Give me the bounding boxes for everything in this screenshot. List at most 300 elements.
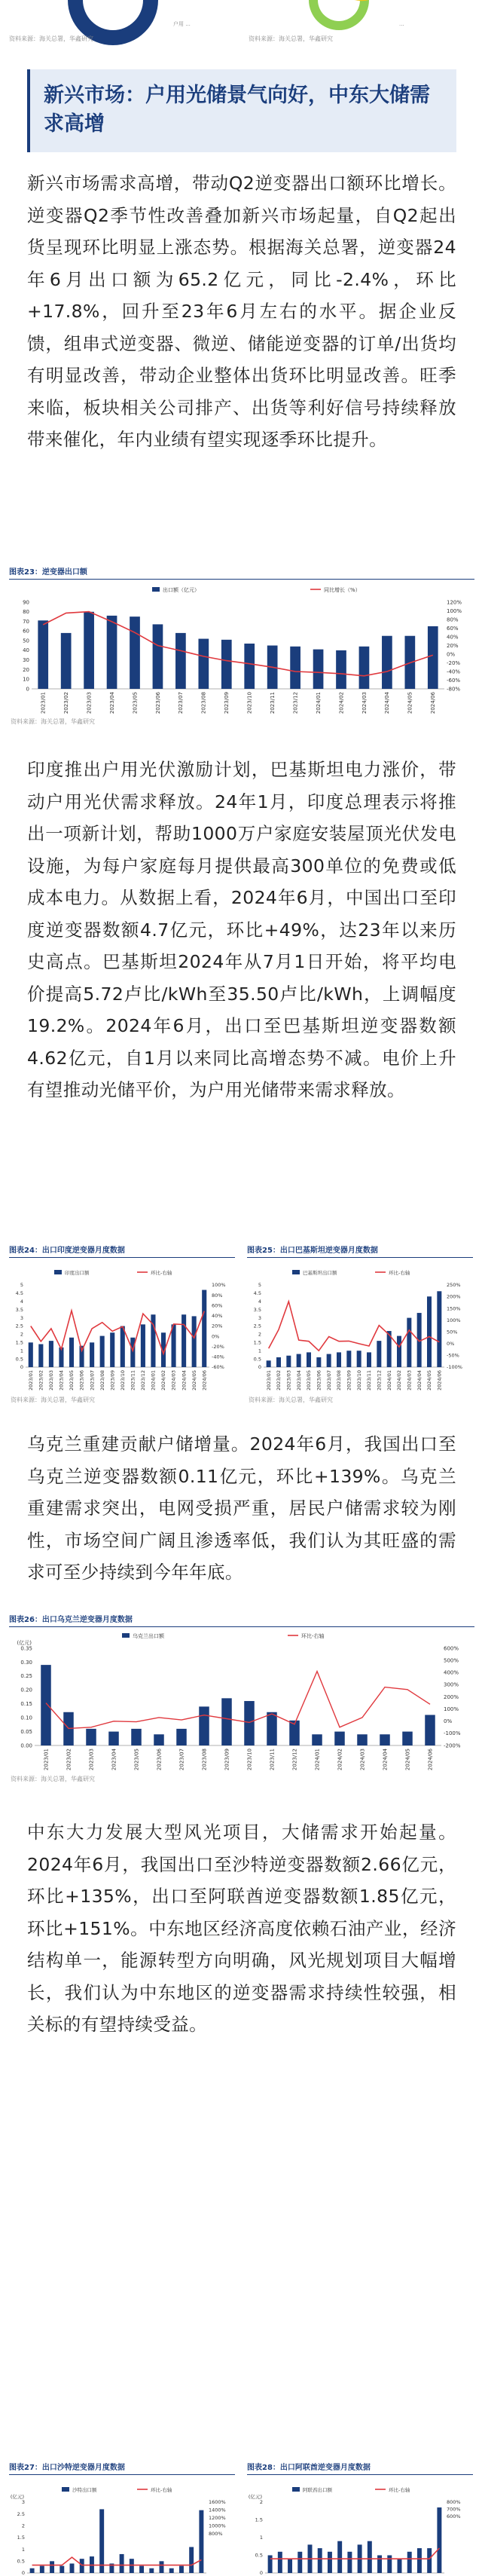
- y-unit-label: (亿元): [11, 2493, 24, 2500]
- bar-2024/01: [149, 2568, 154, 2573]
- legend-bar-label: 巴基斯坦出口额: [303, 1269, 337, 1276]
- x-tick-label: 2023/11: [130, 1370, 136, 1390]
- series-line-path: [269, 1302, 440, 1351]
- bar-2024/03: [357, 1734, 368, 1745]
- figure-23-title: 图表23：逆变器出口额: [9, 565, 474, 580]
- bar-2023/05: [70, 2563, 75, 2573]
- bar-2024/04: [417, 2548, 422, 2573]
- bar-2023/10: [120, 2554, 124, 2573]
- y-right-tick-label: 150%: [447, 1305, 461, 1311]
- y-left-tick-label: 4: [20, 1299, 23, 1305]
- legend-line-label: 环比-右轴: [389, 2486, 410, 2493]
- paragraph-1: 新兴市场需求高增，带动Q2逆变器出口额环比增长。逆变器Q2季节性改善叠加新兴市场起量，自Q2起出货呈现环比明显上涨态势。根据海关总署，逆变器24年6月出口额为65.2亿元，同比-2.4%，环比+17.8%，回升至23年6月左右的水平。据企业反馈，组串式逆变器、微逆、储能逆变器的订单/出货均有明显改善，带动企业整体出货环比明显改善。旺季来临，板块相关公司排产、出货等利好信号持续释放带来催化，年内业绩有望实现逐季环比提升。: [27, 167, 456, 456]
- x-tick-label: 2023/07: [178, 1748, 185, 1770]
- x-tick-label: 2023/05: [69, 1370, 75, 1390]
- figure-24-title: 图表24：出口印度逆变器月度数据: [9, 1244, 235, 1258]
- figure-24-chart: [9, 1258, 235, 1401]
- x-tick-label: 2023/03: [88, 1748, 94, 1770]
- y-right-tick-label: -20%: [447, 660, 460, 666]
- y-right-tick-label: -40%: [212, 1354, 224, 1360]
- bar-2023/04: [107, 616, 117, 689]
- bar-2023/02: [278, 2552, 282, 2573]
- bar-2023/03: [286, 1356, 291, 1367]
- y-left-tick-label: 1: [22, 2547, 25, 2553]
- figure-25: [247, 1244, 473, 1404]
- y-right-tick-label: 800%: [209, 2531, 223, 2537]
- y-left-tick-label: 80: [23, 609, 29, 615]
- y-right-tick-label: -60%: [212, 1364, 224, 1370]
- figure-26-source: 资料来源：海关总署，华鑫研究: [11, 1775, 95, 1783]
- y-left-tick-label: 4: [258, 1299, 261, 1305]
- y-left-tick-label: 0.5: [254, 1356, 261, 1362]
- bar-2024/01: [387, 2556, 392, 2574]
- y-left-tick-label: 0.5: [255, 2553, 263, 2559]
- y-right-tick-label: 700%: [447, 2507, 461, 2513]
- y-left-tick-label: 10: [23, 677, 29, 683]
- x-tick-label: 2023/06: [79, 1370, 85, 1390]
- y-left-tick-label: 0.10: [20, 1715, 32, 1721]
- x-tick-label: 2023/10: [246, 1748, 252, 1770]
- bar-2023/03: [288, 2559, 292, 2573]
- x-tick-label: 2024/06: [427, 1748, 433, 1770]
- x-tick-label: 2023/07: [89, 1370, 95, 1390]
- x-tick-label: 2024/01: [314, 1748, 320, 1770]
- y-left-tick-label: 0: [258, 1364, 261, 1370]
- x-tick-label: 2024/06: [430, 691, 436, 714]
- bar-2023/10: [244, 644, 255, 689]
- y-left-tick-label: 1: [260, 2535, 263, 2541]
- y-right-tick-label: 100%: [212, 1282, 226, 1288]
- series-line-path: [31, 1311, 204, 1354]
- x-tick-label: 2023/05: [133, 1748, 139, 1770]
- bar-2024/03: [407, 2552, 412, 2573]
- figure-28: [247, 2461, 473, 2576]
- bar-2023/08: [199, 1706, 209, 1745]
- legend-bar-label: 印度出口额: [65, 1269, 90, 1276]
- series-line-path: [43, 612, 433, 676]
- legend-bar-label: 沙特出口额: [72, 2486, 97, 2493]
- bar-2023/07: [328, 2552, 332, 2573]
- x-tick-label: 2023/07: [326, 1370, 332, 1390]
- bar-2024/03: [169, 2568, 174, 2573]
- bar-2024/06: [437, 2507, 441, 2573]
- top-chart-fragments: [0, 0, 482, 38]
- x-tick-label: 2023/06: [316, 1370, 322, 1390]
- bar-2023/08: [337, 2541, 342, 2573]
- x-tick-label: 2023/10: [247, 692, 253, 714]
- x-tick-label: 2023/11: [366, 1370, 372, 1390]
- figure-25-title: 图表25：出口巴基斯坦逆变器月度数据: [247, 1244, 473, 1258]
- x-tick-label: 2024/04: [382, 1748, 388, 1770]
- bar-2024/02: [160, 2561, 164, 2573]
- legend-bar-label: 出口额（亿元）: [163, 586, 200, 593]
- figure-25-source: 资料来源：海关总署，华鑫研究: [249, 1396, 333, 1404]
- figure-26: [9, 1613, 474, 1785]
- y-right-tick-label: 300%: [444, 1682, 459, 1688]
- x-tick-label: 2023/11: [269, 1748, 275, 1770]
- x-tick-label: 2023/10: [120, 1370, 126, 1390]
- bar-2023/08: [198, 639, 209, 689]
- x-tick-label: 2023/03: [48, 1370, 54, 1390]
- x-tick-label: 2023/12: [291, 1748, 297, 1770]
- y-left-tick-label: 0.35: [20, 1645, 32, 1651]
- y-right-tick-label: 50%: [447, 1329, 457, 1335]
- y-left-tick-label: 30: [23, 657, 29, 663]
- y-right-tick-label: -20%: [212, 1344, 224, 1350]
- y-left-tick-label: 1.5: [16, 1339, 23, 1345]
- y-left-tick-label: 4.5: [254, 1290, 261, 1296]
- x-tick-label: 2024/05: [191, 1370, 197, 1390]
- figure-24-source: 资料来源：海关总署，华鑫研究: [11, 1396, 95, 1404]
- top-right-legend: ...: [399, 21, 404, 27]
- legend-line-label: 环比-右轴: [301, 1632, 325, 1639]
- y-right-tick-label: 20%: [447, 643, 459, 649]
- x-tick-label: 2023/01: [43, 1748, 49, 1770]
- y-right-tick-label: 250%: [447, 1282, 461, 1288]
- y-left-tick-label: 2: [260, 2499, 263, 2505]
- bar-2023/06: [80, 2559, 84, 2573]
- x-tick-label: 2023/04: [111, 1748, 117, 1770]
- x-tick-label: 2023/05: [306, 1370, 312, 1390]
- y-right-tick-label: -200%: [444, 1742, 461, 1748]
- paragraph-2: 印度推出户用光伏激励计划，巴基斯坦电力涨价，带动户用光伏需求释放。24年1月，印度总理表示将推出一项新计划，帮助1000万户家庭安装屋顶光伏发电设施，为每户家庭每月提供最高300单位的免费或低成本电力。从数据上看，2024年6月，中国出口至印度逆变器数额4.7亿元，环比+49%，达23年以来历史高点。巴基斯坦2024年从7月1日开始，将平均电价提高5.72卢比/kWh至35.50卢比/kWh，上调幅度19.2%。2024年6月，出口至巴基斯坦逆变器数额4.62亿元，自1月以来同比高增态势不减。电价上升有望推动光储平价，为户用光储带来需求释放。: [27, 754, 456, 1106]
- legend-bar-label: 乌克兰出口额: [133, 1632, 165, 1639]
- y-right-tick-label: 20%: [212, 1323, 222, 1329]
- legend-bar-swatch: [62, 2487, 69, 2492]
- x-tick-label: 2023/12: [140, 1370, 146, 1390]
- y-left-tick-label: 1.5: [254, 1339, 261, 1345]
- y-right-tick-label: 40%: [212, 1313, 222, 1319]
- y-right-tick-label: 1400%: [209, 2507, 226, 2513]
- bar-2023/11: [130, 1338, 135, 1367]
- bar-2023/01: [29, 1342, 33, 1367]
- y-left-tick-label: 0.05: [20, 1729, 32, 1735]
- x-tick-label: 2024/03: [362, 692, 368, 714]
- x-tick-label: 2024/05: [407, 692, 413, 714]
- y-left-tick-label: 0.5: [16, 1356, 23, 1362]
- x-tick-label: 2023/09: [224, 1748, 230, 1770]
- bar-2023/12: [377, 1341, 381, 1367]
- y-right-tick-label: 0%: [212, 1333, 219, 1339]
- bar-2023/05: [307, 1352, 311, 1367]
- x-tick-label: 2023/07: [178, 692, 184, 714]
- bar-2024/05: [402, 1732, 413, 1745]
- x-tick-label: 2024/02: [160, 1370, 166, 1390]
- figure-28-chart: [247, 2475, 473, 2573]
- y-right-tick-label: 600%: [447, 2513, 461, 2519]
- bar-2023/03: [50, 2561, 54, 2573]
- bar-2023/01: [41, 1665, 51, 1745]
- x-tick-label: 2024/06: [201, 1370, 207, 1390]
- x-tick-label: 2023/04: [109, 691, 115, 714]
- x-tick-label: 2024/01: [386, 1370, 392, 1390]
- bar-2023/12: [377, 2556, 382, 2574]
- y-right-tick-label: 400%: [444, 1670, 459, 1676]
- x-tick-label: 2024/04: [416, 1370, 423, 1390]
- x-tick-label: 2023/04: [59, 1370, 65, 1390]
- bar-2023/09: [346, 1351, 351, 1367]
- bar-2024/02: [336, 650, 346, 689]
- y-left-tick-label: 3: [258, 1315, 261, 1321]
- x-tick-label: 2023/01: [28, 1370, 34, 1390]
- y-left-tick-label: 90: [23, 599, 29, 605]
- bar-2024/05: [192, 1316, 197, 1367]
- bar-2023/02: [276, 1357, 281, 1367]
- legend-line-label: 环比-右轴: [151, 1269, 172, 1276]
- y-left-tick-label: 2.5: [254, 1323, 261, 1329]
- bar-2023/11: [267, 1712, 277, 1745]
- paragraph-3: 乌克兰重建贡献户储增量。2024年6月，我国出口至乌克兰逆变器数额0.11亿元，环比+139%。乌克兰重建需求突出，电网受损严重，居民户储需求较为刚性，市场空间广阔且渗透率低，我们认为其旺盛的需求可至少持续到今年年底。: [27, 1428, 456, 1589]
- y-left-tick-label: 3: [20, 1315, 23, 1321]
- bar-2024/06: [202, 1290, 206, 1367]
- y-left-tick-label: 3.5: [16, 1307, 23, 1313]
- x-tick-label: 2023/02: [66, 1748, 72, 1770]
- bar-2023/01: [30, 2568, 35, 2573]
- bar-2023/11: [130, 2559, 134, 2573]
- x-tick-label: 2023/09: [109, 1370, 115, 1390]
- legend-bar-swatch: [122, 1633, 130, 1638]
- series-line-path: [270, 2548, 440, 2559]
- x-tick-label: 2023/06: [156, 1748, 162, 1770]
- y-left-tick-label: 2: [258, 1332, 261, 1338]
- y-right-tick-label: -60%: [447, 678, 460, 684]
- x-tick-label: 2023/02: [63, 692, 69, 714]
- y-right-tick-label: 0%: [447, 1341, 454, 1347]
- bar-2024/05: [427, 1296, 432, 1367]
- y-right-tick-label: 80%: [447, 616, 459, 623]
- bar-2024/02: [334, 1732, 345, 1745]
- y-right-tick-label: 1200%: [209, 2515, 226, 2521]
- x-tick-label: 2023/10: [356, 1370, 362, 1390]
- x-tick-label: 2024/02: [337, 1748, 343, 1770]
- y-left-tick-label: 5: [20, 1282, 23, 1288]
- y-left-tick-label: 0.5: [17, 2559, 25, 2565]
- bar-2023/10: [120, 1326, 125, 1368]
- y-right-tick-label: 200%: [447, 1294, 461, 1300]
- bar-2023/07: [175, 633, 186, 689]
- bar-2023/10: [244, 1701, 255, 1745]
- y-right-tick-label: 0%: [447, 651, 455, 657]
- y-left-tick-label: 0: [22, 2570, 25, 2576]
- y-left-tick-label: 0.15: [20, 1701, 32, 1707]
- y-right-tick-label: 120%: [447, 599, 462, 605]
- y-right-tick-label: 40%: [447, 634, 459, 640]
- top-left-source: 资料来源：海关总署，华鑫研究: [9, 35, 93, 43]
- y-left-tick-label: 0: [26, 686, 29, 692]
- bar-2023/04: [59, 2566, 64, 2573]
- bar-2023/04: [297, 1354, 301, 1367]
- legend-bar-swatch: [292, 1270, 300, 1274]
- bar-2023/05: [131, 1729, 142, 1745]
- y-left-tick-label: 1.5: [17, 2535, 25, 2541]
- bar-2024/06: [425, 1715, 435, 1745]
- y-right-tick-label: 60%: [447, 626, 459, 632]
- x-tick-label: 2023/08: [201, 1748, 207, 1770]
- y-left-tick-label: 40: [23, 647, 29, 653]
- bar-2024/05: [427, 2548, 432, 2573]
- x-tick-label: 2024/03: [171, 1370, 177, 1390]
- x-tick-label: 2024/05: [426, 1370, 432, 1390]
- x-tick-label: 2023/02: [38, 1370, 44, 1390]
- figure-23-chart: [9, 580, 474, 723]
- bar-2024/03: [172, 1324, 176, 1367]
- bar-2024/05: [189, 2547, 194, 2573]
- bar-2024/04: [182, 1314, 186, 1367]
- x-tick-label: 2023/08: [99, 1370, 105, 1390]
- figure-26-chart: [9, 1627, 474, 1782]
- x-tick-label: 2023/12: [292, 692, 298, 714]
- bar-2023/12: [139, 2566, 144, 2573]
- y-left-tick-label: 5: [258, 1282, 261, 1288]
- legend-bar-swatch: [292, 2487, 300, 2492]
- y-right-tick-label: 0%: [444, 1718, 452, 1724]
- y-right-tick-label: -80%: [447, 686, 460, 692]
- y-right-tick-label: 600%: [444, 1645, 459, 1651]
- bar-2023/03: [86, 1729, 96, 1745]
- bar-2024/03: [407, 1318, 411, 1367]
- bar-2024/03: [359, 647, 370, 689]
- x-tick-label: 2023/12: [377, 1370, 383, 1390]
- series-line-path: [32, 2557, 202, 2565]
- x-tick-label: 2023/02: [276, 1370, 282, 1390]
- y-left-tick-label: 70: [23, 619, 29, 625]
- bar-2023/09: [221, 640, 232, 689]
- x-tick-label: 2023/08: [336, 1370, 342, 1390]
- bar-2023/10: [357, 1351, 362, 1367]
- bar-2023/09: [221, 1698, 232, 1745]
- y-left-tick-label: 2: [20, 1332, 23, 1338]
- y-left-tick-label: 2.5: [17, 2511, 25, 2517]
- bar-2023/06: [318, 2548, 322, 2573]
- bar-2023/06: [154, 1734, 164, 1745]
- y-left-tick-label: 1.5: [255, 2517, 263, 2523]
- bar-2023/12: [141, 1324, 145, 1367]
- figure-25-chart: [247, 1258, 473, 1401]
- x-tick-label: 2023/03: [86, 692, 92, 714]
- y-right-tick-label: 200%: [444, 1694, 459, 1700]
- bar-2023/09: [110, 1332, 114, 1367]
- legend-bar-label: 阿联酋出口额: [303, 2486, 333, 2493]
- bar-2023/06: [153, 624, 163, 689]
- x-tick-label: 2023/08: [201, 692, 207, 714]
- bar-2023/07: [90, 1342, 94, 1367]
- figure-28-title: 图表28：出口阿联酋逆变器月度数据: [247, 2461, 473, 2475]
- bar-2023/04: [108, 1732, 119, 1745]
- bar-2023/08: [337, 1352, 341, 1367]
- bar-2023/01: [267, 1360, 271, 1367]
- legend-bar-swatch: [54, 1270, 62, 1274]
- y-right-tick-label: 80%: [212, 1293, 222, 1299]
- figure-27-title: 图表27：出口沙特逆变器月度数据: [9, 2461, 235, 2475]
- figure-24: [9, 1244, 235, 1404]
- bar-2023/03: [49, 1341, 53, 1367]
- y-right-tick-label: 100%: [447, 608, 462, 614]
- bar-2023/07: [176, 1729, 187, 1745]
- bar-2023/01: [268, 2556, 273, 2574]
- y-right-tick-label: 100%: [447, 1317, 461, 1323]
- bar-2023/03: [84, 612, 94, 689]
- y-left-tick-label: 0.20: [20, 1687, 32, 1693]
- top-figure-strip: [0, 0, 482, 53]
- y-right-tick-label: -50%: [447, 1353, 459, 1359]
- bar-2023/08: [100, 1336, 105, 1367]
- x-tick-label: 2024/03: [407, 1370, 413, 1390]
- y-left-tick-label: 3: [22, 2499, 25, 2505]
- y-left-tick-label: 50: [23, 638, 29, 644]
- bar-2024/02: [397, 1336, 401, 1367]
- figure-23-source: 资料来源：海关总署，华鑫研究: [11, 717, 95, 726]
- y-left-tick-label: 0.25: [20, 1673, 32, 1679]
- x-tick-label: 2023/11: [270, 692, 276, 714]
- x-tick-label: 2023/06: [155, 691, 161, 714]
- y-right-tick-label: -100%: [447, 1364, 462, 1370]
- bar-2024/04: [179, 2566, 184, 2573]
- y-left-tick-label: 4.5: [16, 1290, 23, 1296]
- y-unit-label: (亿元): [249, 2493, 262, 2500]
- x-tick-label: 2024/06: [437, 1370, 443, 1390]
- figure-27: [9, 2461, 235, 2576]
- y-left-tick-label: 0.30: [20, 1660, 32, 1666]
- y-left-tick-label: 2.5: [16, 1323, 23, 1329]
- x-tick-label: 2023/04: [296, 1370, 302, 1390]
- x-tick-label: 2024/01: [316, 692, 322, 714]
- x-tick-label: 2023/05: [132, 692, 138, 714]
- bar-2024/04: [380, 1734, 390, 1745]
- y-left-tick-label: 20: [23, 667, 29, 673]
- paragraph-4: 中东大力发展大型风光项目，大储需求开始起量。2024年6月，我国出口至沙特逆变器数额2.66亿元，环比+135%，出口至阿联酋逆变器数额1.85亿元，环比+151%。中东地区经济高度依赖石油产业，经济结构单一，能源转型方向明确，风光规划项目大幅增长，我们认为中东地区的逆变器需求持续性较强，相关标的有望持续受益。: [27, 1816, 456, 2041]
- bar-2024/06: [428, 626, 438, 689]
- y-left-tick-label: 3.5: [254, 1307, 261, 1313]
- donut-right-fragment: [309, 0, 369, 30]
- y-left-tick-label: 0.00: [20, 1742, 32, 1748]
- bar-2023/11: [367, 1352, 371, 1367]
- x-tick-label: 2024/04: [384, 691, 390, 714]
- bar-2023/04: [297, 2552, 302, 2573]
- bar-2024/02: [398, 2559, 402, 2573]
- y-right-tick-label: 1600%: [209, 2499, 226, 2505]
- y-right-tick-label: -100%: [444, 1730, 461, 1736]
- y-left-tick-label: 0: [20, 1364, 23, 1370]
- x-tick-label: 2023/01: [266, 1370, 272, 1390]
- top-left-legend: 户用 ...: [173, 20, 191, 27]
- x-tick-label: 2024/02: [396, 1370, 402, 1390]
- x-tick-label: 2024/03: [359, 1748, 365, 1770]
- y-right-tick-label: 100%: [444, 1706, 459, 1712]
- y-unit-label: (亿元): [17, 1639, 32, 1646]
- y-right-tick-label: 800%: [447, 2499, 461, 2505]
- legend-line-label: 同比增长（%）: [324, 586, 361, 593]
- series-line-path: [46, 1672, 430, 1729]
- bar-2023/02: [40, 2566, 44, 2573]
- figure-26-title: 图表26：出口乌克兰逆变器月度数据: [9, 1613, 474, 1627]
- y-left-tick-label: 2: [22, 2523, 25, 2529]
- x-tick-label: 2023/03: [286, 1370, 292, 1390]
- y-right-tick-label: 1000%: [209, 2523, 226, 2529]
- bar-2023/05: [130, 616, 140, 689]
- y-right-tick-label: 60%: [212, 1302, 222, 1308]
- y-left-tick-label: 1: [20, 1348, 23, 1354]
- y-left-tick-label: 0: [260, 2570, 263, 2576]
- figure-23: [9, 565, 474, 726]
- bar-2024/06: [437, 1291, 441, 1367]
- bar-2023/07: [327, 1354, 331, 1367]
- x-tick-label: 2024/04: [181, 1370, 187, 1390]
- x-tick-label: 2024/01: [151, 1370, 157, 1390]
- bar-2024/01: [313, 650, 324, 689]
- section-title: 新兴市场：户用光储景气向好，中东大储需求高增: [27, 69, 456, 152]
- y-right-tick-label: -40%: [447, 668, 460, 675]
- bar-2023/02: [61, 633, 72, 689]
